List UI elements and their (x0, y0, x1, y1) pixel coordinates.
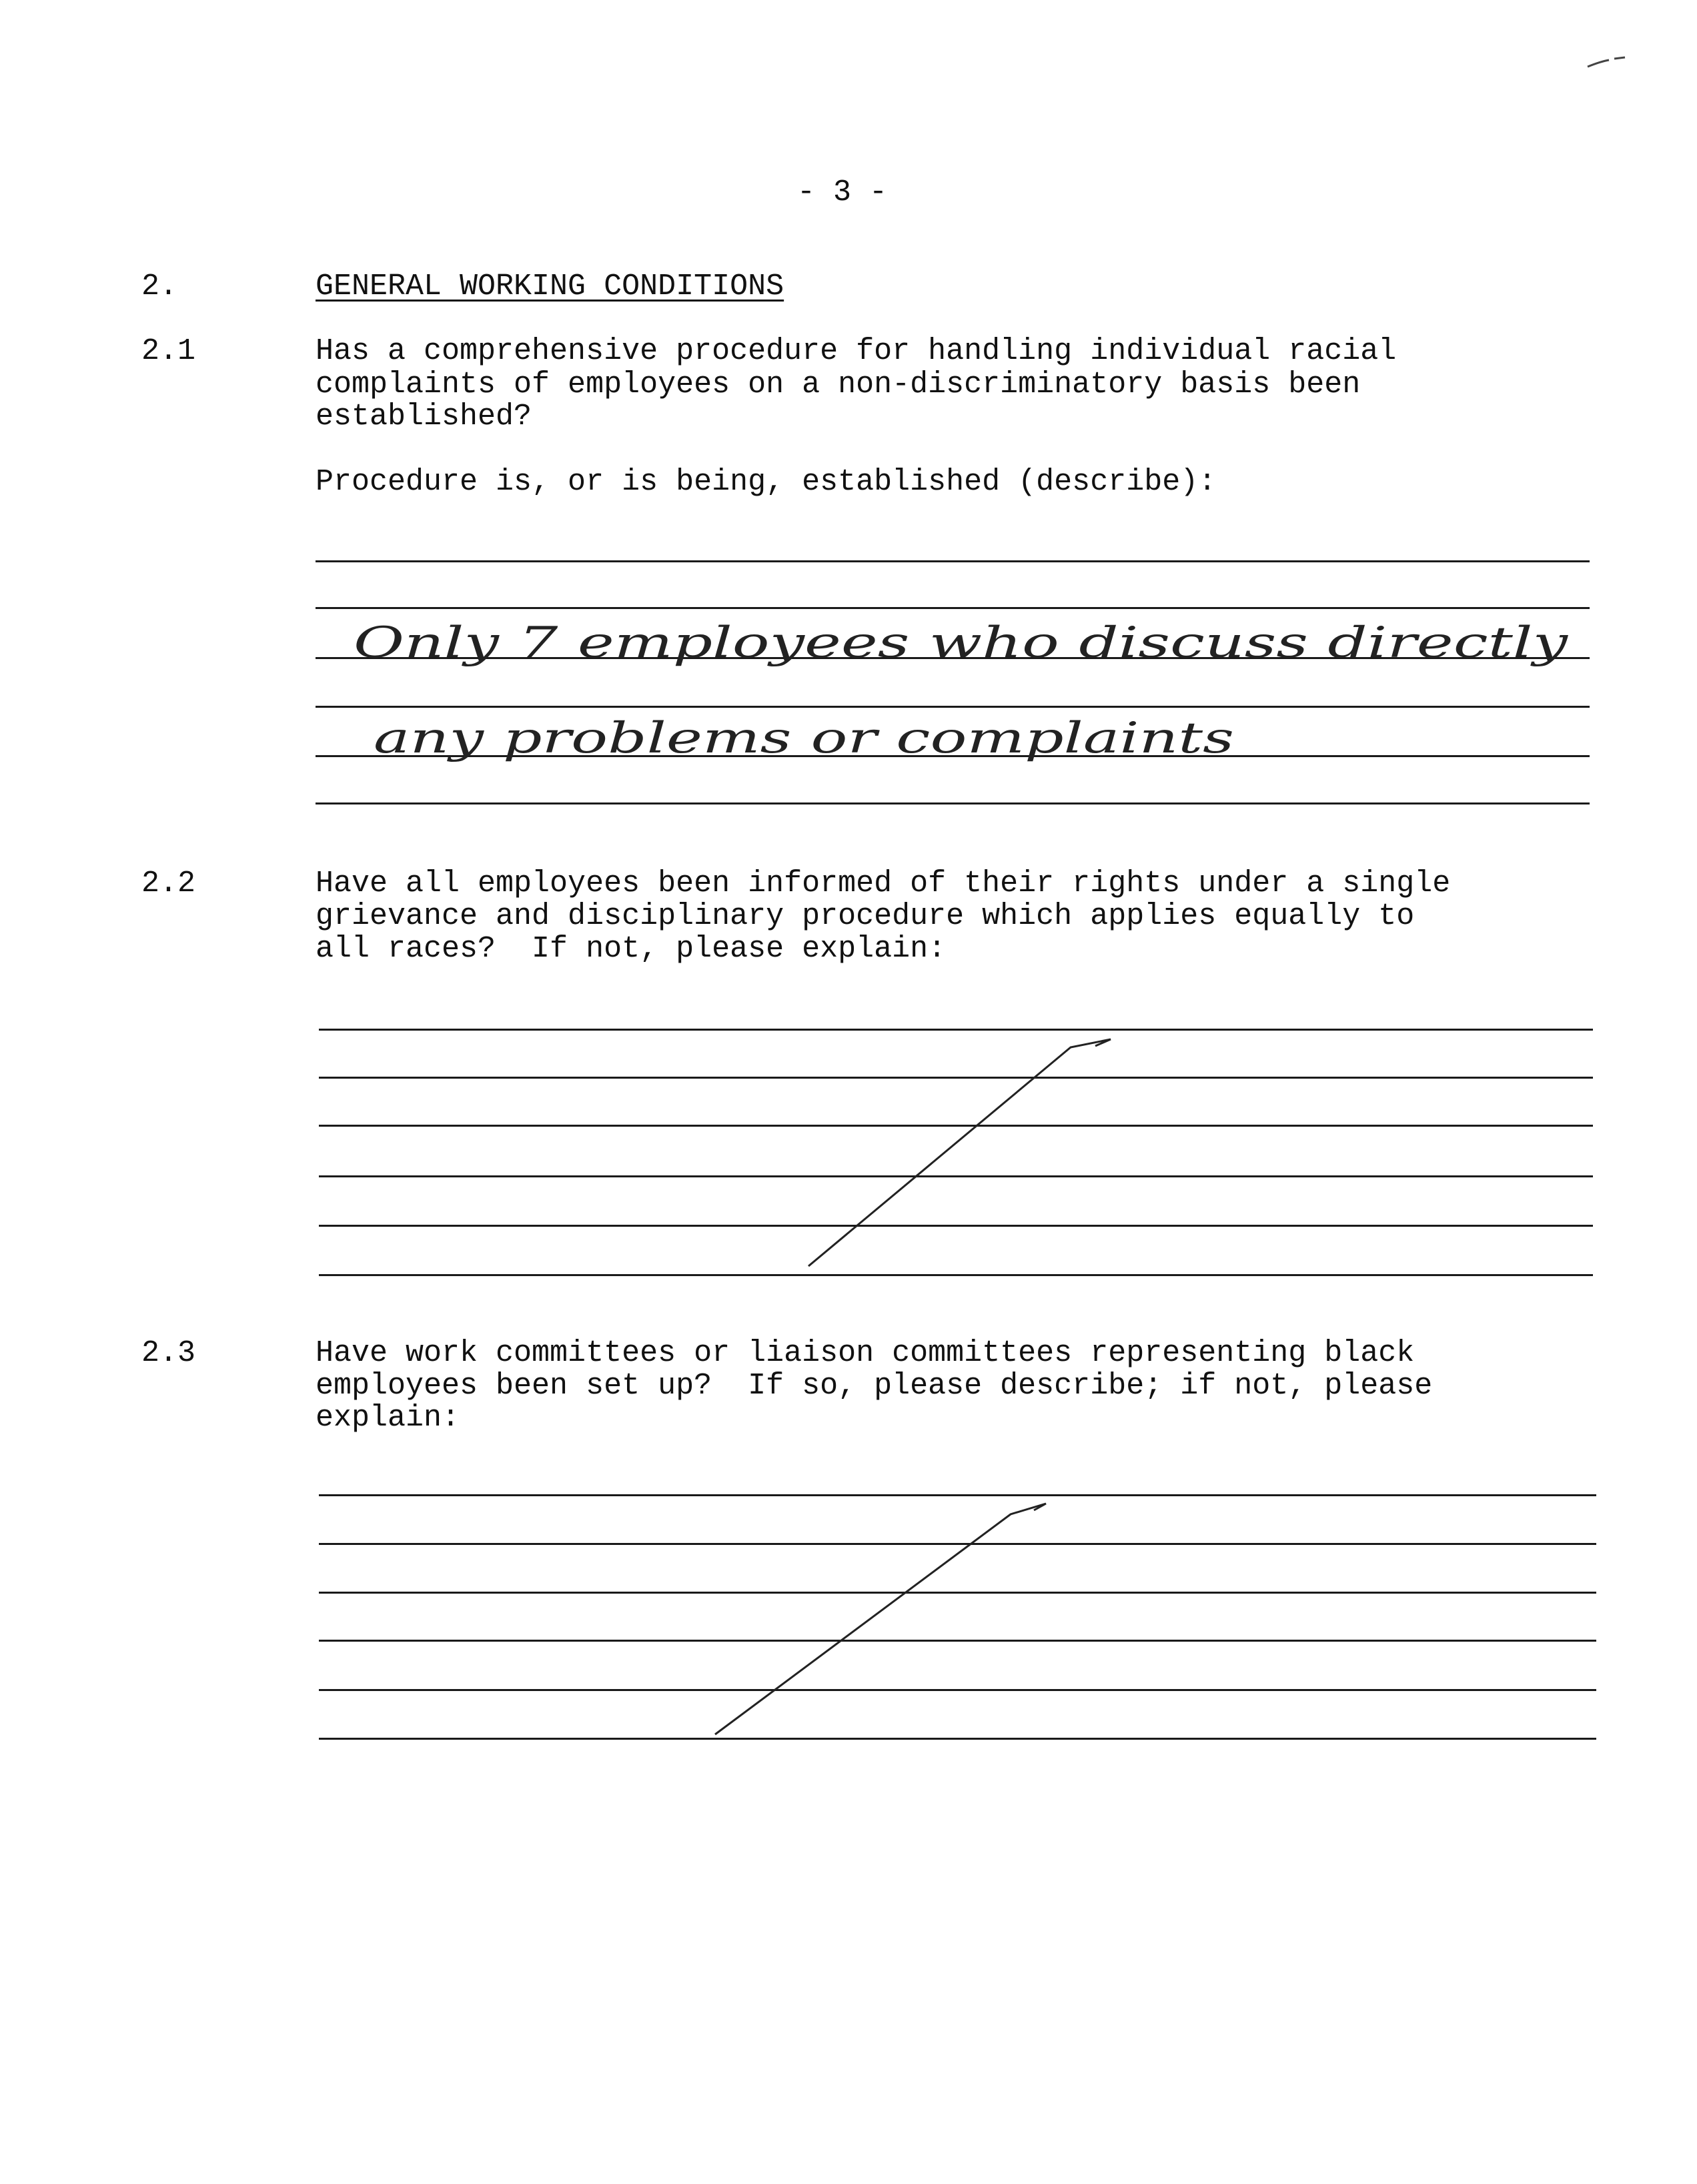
handwritten-answer-line-2: any problems or complaints (374, 714, 1234, 763)
question-2-1-line-3: established? (316, 400, 532, 434)
question-2-2-line-1: Have all employees been informed of their rights under a single (316, 867, 1451, 901)
question-2-3-line-1: Have work committees or liaison committees representing black (316, 1336, 1415, 1370)
question-number-2-3: 2.3 (141, 1336, 196, 1370)
question-2-1-prompt: Procedure is, or is being, established (describe): (316, 465, 1217, 499)
page-number: - 3 - (797, 175, 888, 209)
question-number-2-1: 2.1 (141, 334, 196, 368)
handwritten-answer-line-1: Only 7 employees who discuss directly (354, 618, 1569, 668)
question-2-3-line-3: explain: (316, 1401, 460, 1435)
question-2-1-line-2: complaints of employees on a non-discriminatory basis been (316, 368, 1361, 402)
strike-mark-2-2 (808, 1039, 1111, 1266)
section-title: GENERAL WORKING CONDITIONS (316, 269, 784, 304)
section-number: 2. (141, 269, 178, 304)
question-2-3-line-2: employees been set up? If so, please describe; if not, please (316, 1369, 1433, 1403)
question-2-1-line-1: Has a comprehensive procedure for handling individual racial (316, 334, 1397, 368)
corner-mark (1588, 57, 1625, 67)
strike-mark-2-3 (715, 1504, 1046, 1734)
question-2-2-line-3: all races? If not, please explain: (316, 932, 947, 966)
question-2-2-line-2: grievance and disciplinary procedure which applies equally to (316, 899, 1415, 933)
question-number-2-2: 2.2 (141, 867, 196, 901)
